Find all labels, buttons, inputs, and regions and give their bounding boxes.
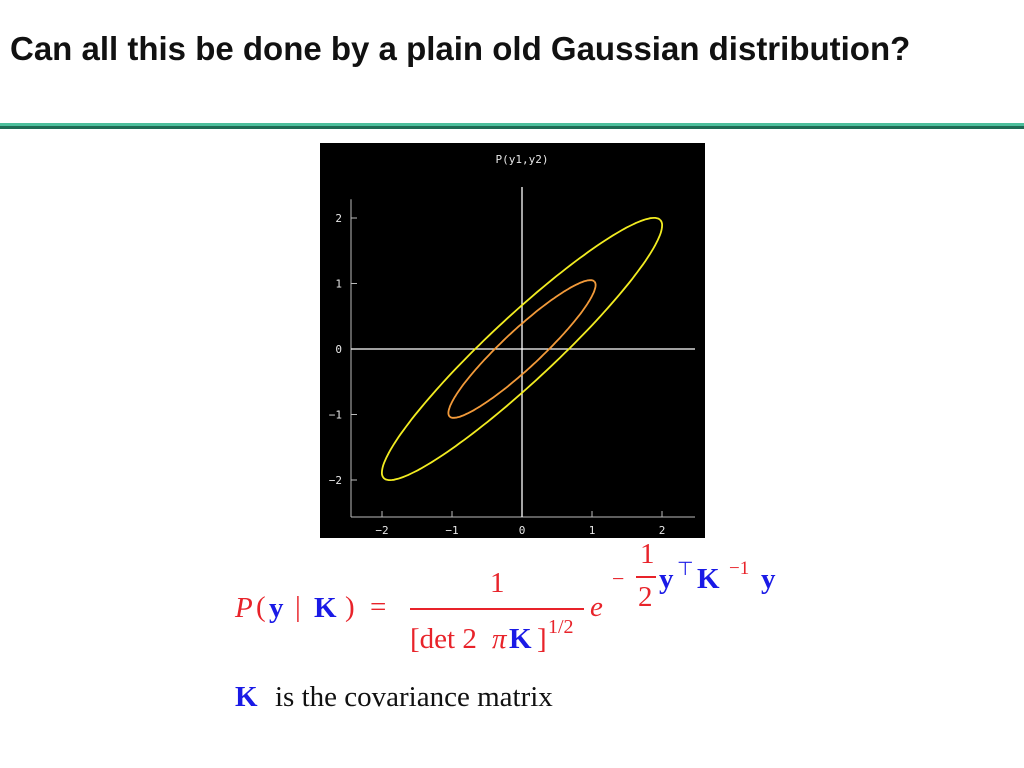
slide-title: Can all this be done by a plain old Gaussian distribution? bbox=[10, 30, 911, 67]
contour-plot bbox=[320, 143, 705, 538]
y-tick-label: 2 bbox=[335, 212, 342, 225]
exp-transpose: ⊤ bbox=[677, 559, 694, 580]
y-tick-label: −1 bbox=[328, 408, 342, 422]
formula-rparen: ) bbox=[345, 591, 355, 623]
formula-fraction-bar bbox=[410, 608, 584, 610]
y-tick-label: 1 bbox=[335, 277, 342, 291]
formula-equals: = bbox=[370, 591, 387, 623]
y-tick-label: −2 bbox=[328, 474, 342, 487]
formula-numerator: 1 bbox=[490, 567, 505, 599]
contour-plot-svg bbox=[320, 143, 705, 538]
x-tick-label: 2 bbox=[658, 524, 666, 537]
formula-bar: | bbox=[295, 591, 301, 623]
formula-K: K bbox=[314, 592, 337, 624]
exp-inverse: −1 bbox=[729, 558, 750, 579]
exp-y-right: y bbox=[761, 563, 776, 595]
title-rule-shadow bbox=[0, 126, 1024, 129]
formula-y: y bbox=[269, 592, 284, 624]
x-tick-label: −1 bbox=[445, 524, 459, 537]
formula-half-exponent: 1/2 bbox=[548, 616, 574, 638]
formula-det-K: K bbox=[509, 623, 532, 655]
formula-P: P bbox=[235, 592, 253, 624]
caption-text: is the covariance matrix bbox=[275, 681, 553, 713]
x-tick-label: 0 bbox=[518, 524, 526, 537]
formula-e: e bbox=[590, 591, 603, 623]
formula-det-close: ] bbox=[537, 623, 547, 655]
formula-pi: π bbox=[492, 623, 507, 655]
plot-title: P(y1,y2) bbox=[495, 153, 549, 166]
exp-y: y bbox=[659, 563, 674, 595]
exp-fraction-bar bbox=[636, 576, 656, 578]
caption-K: K bbox=[235, 681, 258, 713]
exp-denominator: 2 bbox=[638, 581, 653, 613]
exp-K: K bbox=[697, 563, 720, 595]
x-tick-label: 1 bbox=[588, 524, 596, 537]
formula-lparen: ( bbox=[256, 591, 266, 623]
exp-minus: − bbox=[612, 566, 625, 591]
x-tick-label: −2 bbox=[375, 524, 389, 537]
formula-det-open: [det 2 bbox=[410, 623, 477, 655]
exp-numerator: 1 bbox=[640, 538, 655, 570]
y-tick-label: 0 bbox=[335, 343, 342, 356]
